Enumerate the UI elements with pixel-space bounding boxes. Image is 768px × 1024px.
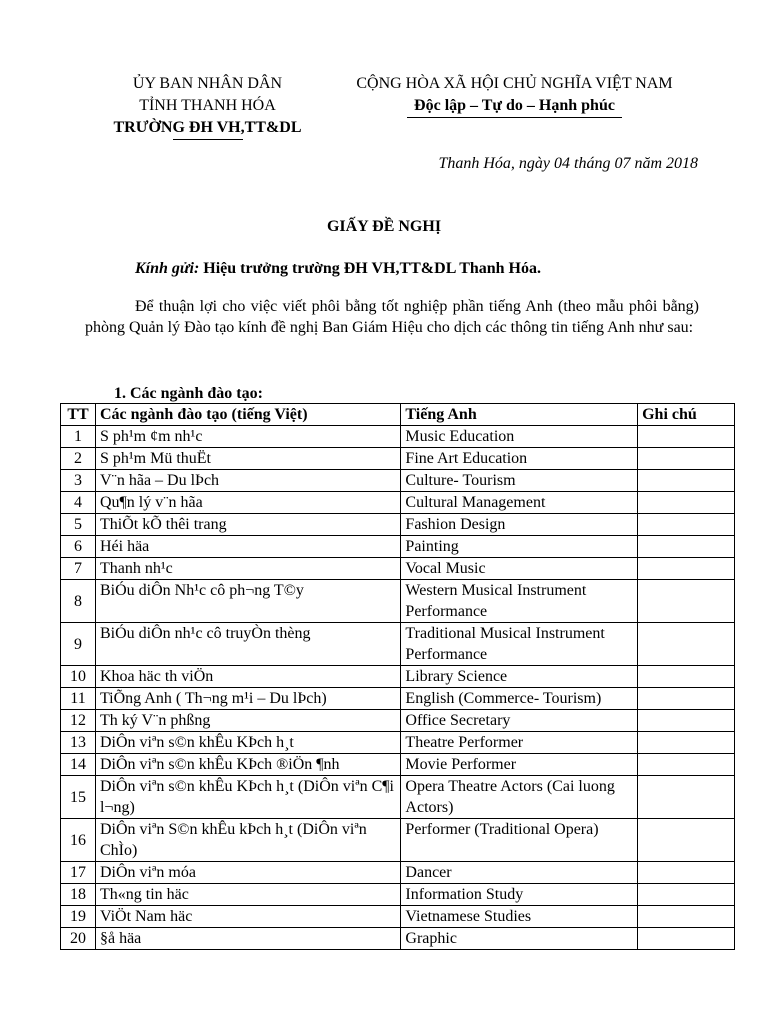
cell-vietnamese: ViÖt Nam häc (95, 906, 400, 928)
cell-english: Theatre Performer (401, 732, 638, 754)
recipient-line (135, 260, 541, 278)
table-row (61, 819, 735, 862)
cell-tt: 9 (61, 623, 96, 666)
cell-vietnamese: V¨n hãa – Du lÞch (95, 470, 400, 492)
cell-note (638, 906, 735, 928)
cell-note (638, 558, 735, 580)
cell-tt: 18 (61, 884, 96, 906)
table-row (61, 536, 735, 558)
header-tt: TT (61, 404, 96, 426)
cell-tt: 4 (61, 492, 96, 514)
cell-vietnamese: Qu¶n lý v¨n hãa (95, 492, 400, 514)
cell-note (638, 514, 735, 536)
cell-tt: 20 (61, 928, 96, 950)
table-row (61, 492, 735, 514)
cell-note (638, 688, 735, 710)
issuer-line-1: ỦY BAN NHÂN DÂN (132, 75, 283, 92)
cell-english: Office Secretary (401, 710, 638, 732)
cell-note (638, 754, 735, 776)
cell-vietnamese: DiÔn viªn S©n khÊu kÞch h¸t (DiÔn viªn ChÌo) (95, 819, 400, 862)
cell-tt: 10 (61, 666, 96, 688)
header-english: Tiếng Anh (401, 404, 638, 426)
cell-vietnamese: DiÔn viªn s©n khÊu KÞch h¸t (95, 732, 400, 754)
cell-english: Information Study (401, 884, 638, 906)
cell-note (638, 580, 735, 623)
cell-vietnamese: ThiÕt kÕ thêi trang (95, 514, 400, 536)
table-row (61, 906, 735, 928)
programs-table (60, 403, 735, 950)
document-title: GIẤY ĐỀ NGHỊ (326, 218, 442, 235)
cell-tt: 8 (61, 580, 96, 623)
cell-vietnamese: S ph¹m ¢m nh¹c (95, 426, 400, 448)
cell-tt: 12 (61, 710, 96, 732)
cell-vietnamese: §å häa (95, 928, 400, 950)
cell-vietnamese: Khoa häc th viÖn (95, 666, 400, 688)
table-row (61, 928, 735, 950)
cell-note (638, 884, 735, 906)
cell-english: Cultural Management (401, 492, 638, 514)
cell-tt: 1 (61, 426, 96, 448)
table-row (61, 514, 735, 536)
cell-english: Traditional Musical Instrument Performance (401, 623, 638, 666)
cell-note (638, 732, 735, 754)
table-row (61, 580, 735, 623)
cell-note (638, 623, 735, 666)
date-line: Thanh Hóa, ngày 04 tháng 07 năm 2018 (438, 155, 698, 172)
cell-note (638, 448, 735, 470)
table-row (61, 558, 735, 580)
cell-english: Opera Theatre Actors (Cai luong Actors) (401, 776, 638, 819)
cell-note (638, 819, 735, 862)
cell-vietnamese: DiÔn viªn s©n khÊu KÞch ®iÖn ¶nh (95, 754, 400, 776)
cell-vietnamese: S ph¹m Mü thuËt (95, 448, 400, 470)
table-row (61, 732, 735, 754)
body-paragraph: Để thuận lợi cho việc viết phôi bằng tốt nghiệp phần tiếng Anh (theo mẫu phôi bằng) phòng Quản lý Đào tạo kính đề nghị Ban Giám Hiệu cho dịch các thông tin tiếng Anh như sau: (85, 298, 699, 336)
issuer-line-3: TRƯỜNG ĐH VH,TT&DL (113, 119, 302, 136)
recipient-text: Hiệu trưởng trường ĐH VH,TT&DL Thanh Hóa. (199, 260, 541, 277)
cell-note (638, 492, 735, 514)
cell-vietnamese: BiÓu diÔn nh¹c cô truyÒn thèng (95, 623, 400, 666)
cell-vietnamese: TiÕng Anh ( Th¬ng m¹i – Du lÞch) (95, 688, 400, 710)
cell-vietnamese: Th«ng tin häc (95, 884, 400, 906)
cell-vietnamese: DiÔn viªn móa (95, 862, 400, 884)
table-row (61, 448, 735, 470)
cell-english: Graphic (401, 928, 638, 950)
cell-english: Movie Performer (401, 754, 638, 776)
header-note: Ghi chú (638, 404, 735, 426)
cell-english: Music Education (401, 426, 638, 448)
table-row (61, 688, 735, 710)
cell-english: English (Commerce- Tourism) (401, 688, 638, 710)
cell-note (638, 536, 735, 558)
recipient-label: Kính gửi: (135, 260, 200, 277)
issuer-line-2: TỈNH THANH HÓA (139, 97, 276, 114)
cell-english: Performer (Traditional Opera) (401, 819, 638, 862)
cell-note (638, 928, 735, 950)
cell-english: Library Science (401, 666, 638, 688)
national-motto-block (332, 73, 697, 118)
issuer-underline (173, 139, 243, 140)
cell-tt: 19 (61, 906, 96, 928)
cell-vietnamese: DiÔn viªn s©n khÊu KÞch h¸t (DiÔn viªn C¶i l¬ng) (95, 776, 400, 819)
cell-note (638, 426, 735, 448)
cell-english: Vietnamese Studies (401, 906, 638, 928)
motto: Độc lập – Tự do – Hạnh phúc (414, 97, 615, 114)
cell-english: Fashion Design (401, 514, 638, 536)
cell-note (638, 776, 735, 819)
cell-english: Western Musical Instrument Performance (401, 580, 638, 623)
cell-vietnamese: Thanh nh¹c (95, 558, 400, 580)
cell-tt: 11 (61, 688, 96, 710)
table-row (61, 754, 735, 776)
table-row (61, 623, 735, 666)
cell-tt: 13 (61, 732, 96, 754)
cell-note (638, 666, 735, 688)
cell-vietnamese: Héi häa (95, 536, 400, 558)
table-row (61, 426, 735, 448)
table-row (61, 776, 735, 819)
cell-tt: 14 (61, 754, 96, 776)
cell-tt: 7 (61, 558, 96, 580)
cell-note (638, 710, 735, 732)
header-vietnamese: Các ngành đào tạo (tiếng Việt) (95, 404, 400, 426)
cell-note (638, 470, 735, 492)
motto-underline (407, 117, 622, 118)
cell-tt: 6 (61, 536, 96, 558)
cell-english: Fine Art Education (401, 448, 638, 470)
cell-english: Painting (401, 536, 638, 558)
cell-tt: 2 (61, 448, 96, 470)
cell-vietnamese: BiÓu diÔn Nh¹c cô ph¬ng T©y (95, 580, 400, 623)
cell-english: Vocal Music (401, 558, 638, 580)
table-row (61, 884, 735, 906)
cell-vietnamese: Th ký V¨n phßng (95, 710, 400, 732)
cell-tt: 17 (61, 862, 96, 884)
cell-tt: 3 (61, 470, 96, 492)
cell-english: Culture- Tourism (401, 470, 638, 492)
section-heading: 1. Các ngành đào tạo: (114, 385, 263, 402)
table-row (61, 710, 735, 732)
cell-tt: 5 (61, 514, 96, 536)
cell-note (638, 862, 735, 884)
country-name: CỘNG HÒA XÃ HỘI CHỦ NGHĨA VIỆT NAM (356, 75, 673, 92)
issuer-block (95, 73, 320, 140)
table-row (61, 666, 735, 688)
cell-english: Dancer (401, 862, 638, 884)
table-row (61, 470, 735, 492)
table-header-row (61, 404, 735, 426)
cell-tt: 15 (61, 776, 96, 819)
cell-tt: 16 (61, 819, 96, 862)
table-row (61, 862, 735, 884)
